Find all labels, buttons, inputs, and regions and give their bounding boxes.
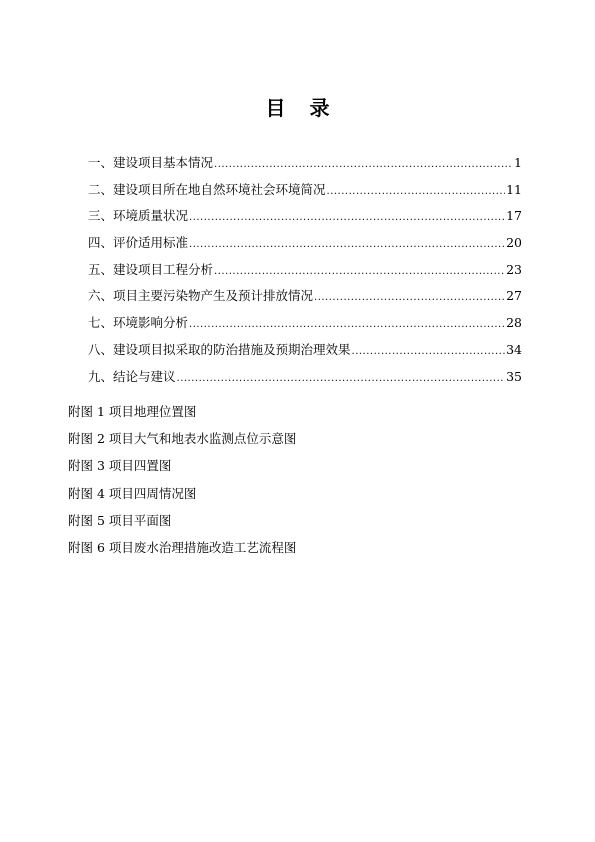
toc-entry-label: 一、建设项目基本情况 xyxy=(88,155,214,170)
toc-entry-label: 九、结论与建议 xyxy=(88,368,176,384)
toc-leader-dots xyxy=(189,237,505,253)
appendix-figure-list xyxy=(68,404,296,567)
appendix-figure-item[interactable]: 附图 6 项目废水治理措施改造工艺流程图 xyxy=(68,539,297,555)
toc-entry[interactable] xyxy=(88,155,522,182)
toc-entry[interactable] xyxy=(88,369,522,396)
table-of-contents xyxy=(88,155,522,395)
toc-entry-page: 17 xyxy=(506,208,522,224)
toc-entry-page: 35 xyxy=(506,368,522,384)
toc-leader-dots xyxy=(177,371,506,387)
toc-leader-dots xyxy=(214,157,513,173)
toc-leader-dots xyxy=(214,264,505,280)
toc-leader-dots xyxy=(327,184,506,200)
toc-entry-label: 四、评价适用标准 xyxy=(88,235,189,251)
toc-entry[interactable] xyxy=(88,315,522,342)
toc-entry-page: 23 xyxy=(506,261,522,277)
toc-entry-label: 二、建设项目所在地自然环境社会环境简况 xyxy=(88,181,326,197)
appendix-figure-item[interactable]: 附图 1 项目地理位置图 xyxy=(68,404,197,419)
toc-entry-label: 五、建设项目工程分析 xyxy=(88,261,214,277)
appendix-figure-item[interactable]: 附图 3 项目四置图 xyxy=(68,458,172,474)
toc-entry-label: 三、环境质量状况 xyxy=(88,208,189,224)
toc-entry-label: 八、建设项目拟采取的防治措施及预期治理效果 xyxy=(88,341,351,357)
page-title xyxy=(0,96,595,120)
title-char-2: 录 xyxy=(309,96,330,120)
toc-leader-dots xyxy=(314,290,505,306)
appendix-figure-item[interactable]: 附图 4 项目四周情况图 xyxy=(68,485,197,501)
toc-entry-page: 1 xyxy=(514,155,522,170)
toc-entry-page: 27 xyxy=(506,288,522,304)
toc-entry[interactable] xyxy=(88,288,522,315)
toc-entry-page: 34 xyxy=(506,341,522,357)
toc-entry[interactable] xyxy=(88,235,522,262)
toc-leader-dots xyxy=(189,210,505,226)
toc-entry[interactable] xyxy=(88,182,522,209)
toc-leader-dots xyxy=(189,317,505,333)
appendix-figure-item[interactable]: 附图 5 项目平面图 xyxy=(68,512,172,528)
toc-entry[interactable] xyxy=(88,342,522,369)
toc-entry-page: 28 xyxy=(506,315,522,331)
toc-entry-page: 20 xyxy=(506,235,522,251)
toc-entry-label: 六、项目主要污染物产生及预计排放情况 xyxy=(88,288,314,304)
toc-leader-dots xyxy=(352,344,506,360)
toc-entry[interactable] xyxy=(88,208,522,235)
toc-entry-label: 七、环境影响分析 xyxy=(88,315,189,331)
toc-entry-page: 11 xyxy=(506,181,522,197)
toc-entry[interactable] xyxy=(88,262,522,289)
appendix-figure-item[interactable]: 附图 2 项目大气和地表水监测点位示意图 xyxy=(68,431,297,447)
title-char-1: 目 xyxy=(265,96,286,120)
